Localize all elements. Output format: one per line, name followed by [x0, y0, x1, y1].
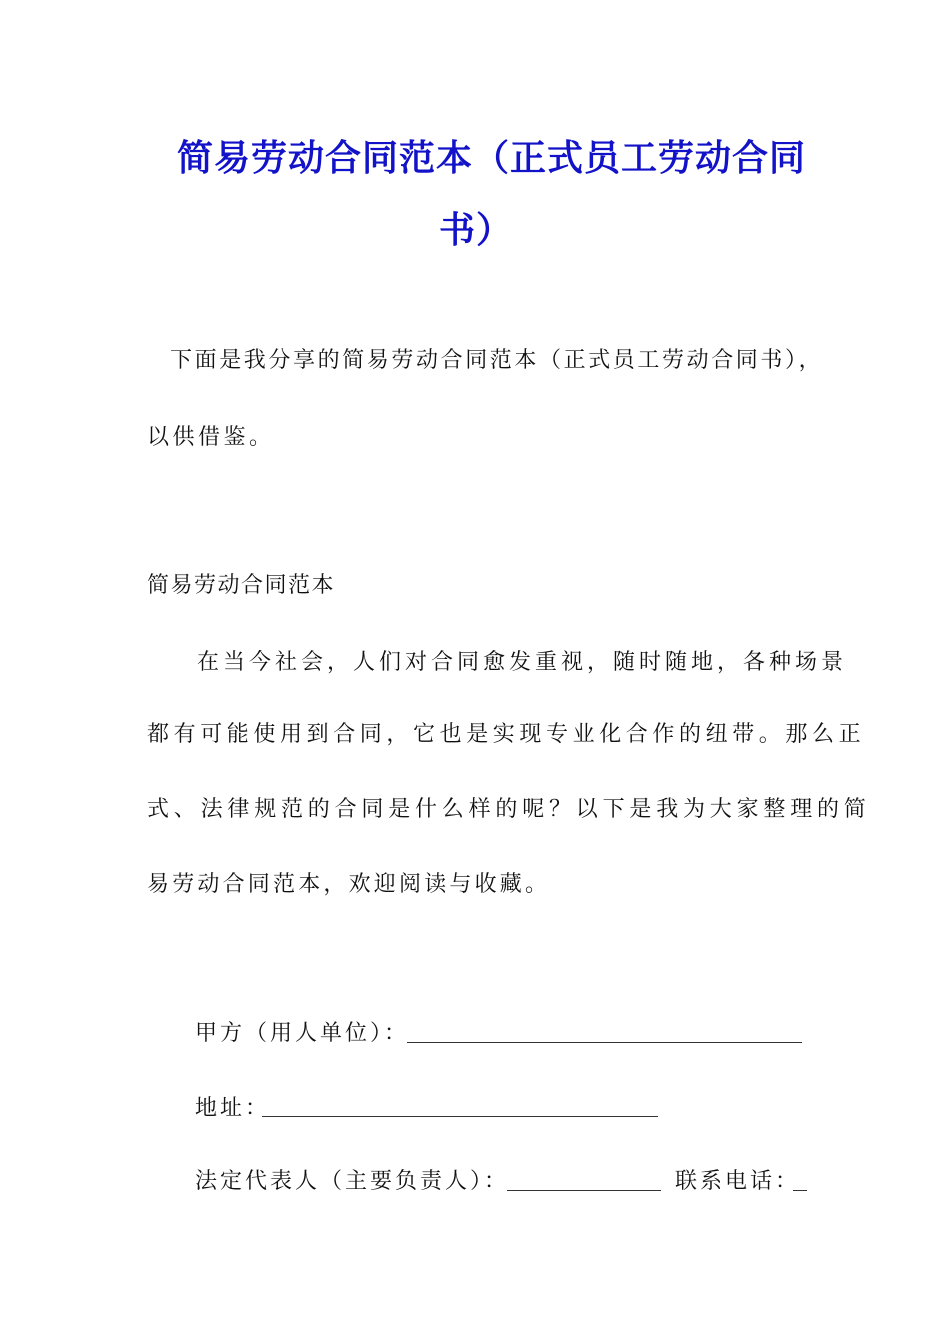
- party-a-blank-line: [407, 1042, 802, 1043]
- body-line-3: 式、法律规范的合同是什么样的呢？以下是我为大家整理的简: [147, 797, 871, 822]
- intro-line-2: 以供借鉴。: [147, 425, 275, 450]
- document-title-line2: 书）: [439, 210, 514, 251]
- body-line-4: 易劳动合同范本，欢迎阅读与收藏。: [147, 872, 551, 897]
- legal-rep-label: 法定代表人（主要负责人）：: [195, 1169, 510, 1194]
- legal-rep-blank-line: [507, 1190, 661, 1191]
- phone-label: 联系电话：: [675, 1169, 801, 1194]
- document-title-line1: 简易劳动合同范本（正式员工劳动合同: [177, 138, 807, 179]
- body-line-1: 在当今社会，人们对合同愈发重视，随时随地，各种场景: [197, 650, 848, 675]
- phone-blank-line: [793, 1190, 807, 1191]
- party-a-label: 甲方（用人单位）：: [195, 1021, 410, 1046]
- address-blank-line: [262, 1116, 658, 1117]
- section-heading: 简易劳动合同范本: [147, 573, 336, 598]
- address-label: 地址：: [195, 1096, 271, 1121]
- body-line-2: 都有可能使用到合同，它也是实现专业化合作的纽带。那么正: [147, 722, 866, 747]
- intro-line-1: 下面是我分享的简易劳动合同范本（正式员工劳动合同书），: [170, 348, 824, 373]
